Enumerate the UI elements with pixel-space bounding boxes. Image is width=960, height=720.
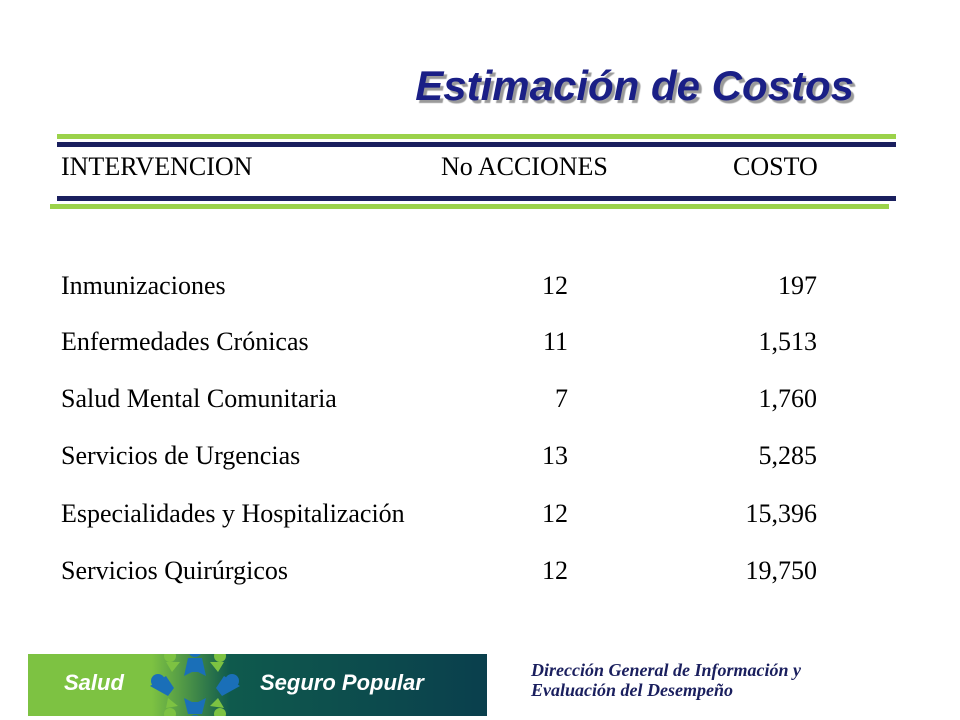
table-header-acciones: No ACCIONES	[441, 152, 608, 181]
row-intervencion: Especialidades y Hospitalización	[61, 499, 405, 528]
row-costo: 5,285	[758, 441, 817, 470]
footer-line-2: Evaluación del Desempeño	[531, 680, 733, 700]
row-acciones: 12	[542, 271, 568, 300]
logo-salud-text: Salud	[64, 670, 124, 695]
table-row	[0, 436, 960, 476]
table-row	[0, 379, 960, 419]
table-row	[0, 551, 960, 591]
footer-line-1: Dirección General de Información y	[531, 660, 801, 680]
table-row	[0, 266, 960, 306]
row-intervencion: Servicios de Urgencias	[61, 441, 301, 470]
row-intervencion: Servicios Quirúrgicos	[61, 556, 288, 585]
figures-circle-logo-icon	[140, 654, 250, 716]
row-intervencion: Salud Mental Comunitaria	[61, 384, 337, 413]
seguro-popular-logo	[28, 654, 487, 716]
row-intervencion: Enfermedades Crónicas	[61, 327, 309, 356]
header-rule-green	[50, 204, 889, 209]
page-title: Estimación de Costos	[415, 62, 854, 109]
row-costo: 197	[778, 271, 817, 300]
table-header-costo: COSTO	[733, 152, 818, 181]
row-intervencion: Inmunizaciones	[61, 271, 226, 300]
table-row	[0, 322, 960, 362]
row-acciones: 12	[542, 556, 568, 585]
row-costo: 1,760	[758, 384, 817, 413]
table-row	[0, 494, 960, 534]
row-costo: 19,750	[745, 556, 817, 585]
row-costo: 15,396	[745, 499, 817, 528]
footer-institution	[531, 660, 801, 700]
table-header-intervencion: INTERVENCION	[61, 152, 253, 181]
row-acciones: 12	[542, 499, 568, 528]
row-acciones: 7	[555, 384, 568, 413]
title-rule-navy	[57, 142, 896, 147]
title-rule-green	[57, 134, 896, 139]
row-costo: 1,513	[758, 327, 817, 356]
logo-seguro-popular-text: Seguro Popular	[260, 670, 424, 695]
row-acciones: 13	[542, 441, 568, 470]
row-acciones: 11	[542, 327, 568, 356]
header-rule-navy	[57, 196, 896, 201]
